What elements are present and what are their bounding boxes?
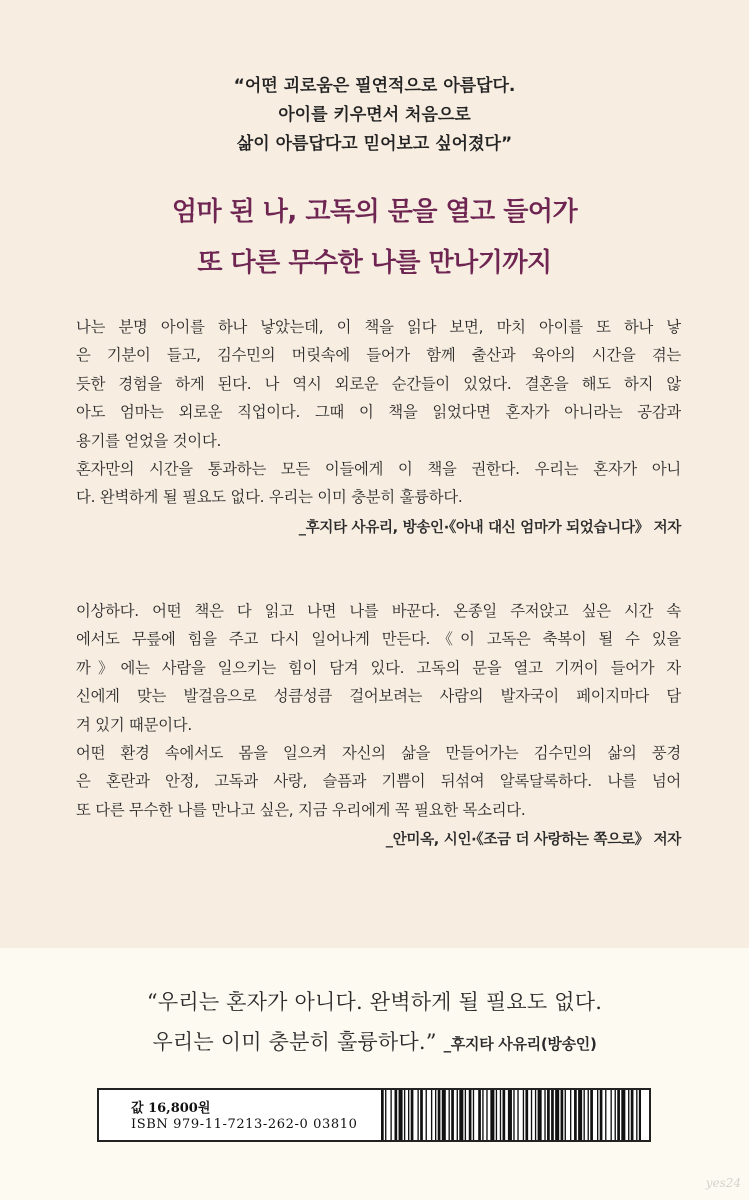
review-line: 은 혼란과 안정, 고독과 사랑, 슬픔과 기쁨이 뒤섞여 알록달록하다. 나를 넘어 xyxy=(76,772,681,791)
top-quote xyxy=(0,72,749,159)
headline-line: 또 다른 무수한 나를 만나기까지 xyxy=(197,248,552,278)
review-line: 이상하다. 어떤 책은 다 읽고 나면 나를 바꾼다. 온종일 주저앉고 싶은 시간 속 xyxy=(76,602,681,620)
review-line: 까》에는 사람을 일으키는 힘이 담겨 있다. 고독의 문을 열고 기꺼이 들어가 자 xyxy=(76,658,681,677)
review-line: 용기를 얻었을 것이다. xyxy=(76,431,222,450)
top-quote-line: 아이를 키우면서 처음으로 xyxy=(278,105,471,125)
review-2 xyxy=(76,597,681,855)
bottom-quote-line-2 xyxy=(0,1022,749,1064)
review-line: 듯한 경험을 하게 된다. 나 역시 외로운 순간들이 있었다. 결혼을 해도 하지 않 xyxy=(76,374,681,393)
review-1 xyxy=(76,313,681,542)
barcode-icon xyxy=(379,1090,641,1140)
price: 값 16,800원 xyxy=(131,1101,211,1116)
review-line: 은 기분이 들고, 김수민의 머릿속에 들어가 함께 출산과 육아의 시간을 겪는 xyxy=(76,346,681,365)
top-quote-line: 삶이 아름답다고 믿어보고 싶어졌다” xyxy=(236,134,513,154)
review-line: 신에게 맞는 발걸음으로 성큼성큼 걸어보려는 사람의 발자국이 페이지마다 담 xyxy=(76,687,681,706)
review-line: 또 다른 무수한 나를 만나고 싶은, 지금 우리에게 꼭 필요한 목소리다. xyxy=(76,800,526,819)
review-line: 나는 분명 아이를 하나 낳았는데, 이 책을 읽다 보면, 마치 아이를 또 하나 낳 xyxy=(76,318,681,336)
watermark: yes24 xyxy=(705,1176,741,1190)
headline-line: 엄마 된 나, 고독의 문을 열고 들어가 xyxy=(171,197,578,227)
isbn: ISBN 979-11-7213-262-0 03810 xyxy=(131,1117,358,1132)
review-line: 겨 있기 때문이다. xyxy=(76,715,193,734)
review-line: 혼자만의 시간을 통과하는 모든 이들에게 이 책을 권한다. 우리는 혼자가 아니 xyxy=(76,460,681,479)
barcode-box xyxy=(97,1088,651,1142)
bottom-quote-line: “우리는 혼자가 아니다. 완벽하게 될 필요도 없다. xyxy=(146,990,603,1014)
bottom-quote-source: _후지타 사유리(방송인) xyxy=(443,1035,597,1053)
review-line: 어떤 환경 속에서도 몸을 일으켜 자신의 삶을 만들어가는 김수민의 삶의 풍경 xyxy=(76,744,681,763)
review-line: 다. 완벽하게 될 필요도 없다. 우리는 이미 충분히 훌륭하다. xyxy=(76,488,463,507)
review-line: 아도 엄마는 외로운 직업이다. 그때 이 책을 읽었다면 혼자가 아니라는 공감과 xyxy=(76,403,681,422)
headline xyxy=(0,187,749,289)
bottom-quote xyxy=(0,982,749,1064)
review-line: 에서도 무릎에 힘을 주고 다시 일어나게 만든다.《이 고독은 축복이 될 수 있을 xyxy=(76,630,681,649)
review-attribution: _후지타 사유리, 방송인·《아내 대신 엄마가 되었습니다》 저자 xyxy=(298,519,681,536)
top-quote-line: “어떤 괴로움은 필연적으로 아름답다. xyxy=(233,76,516,96)
bottom-quote-text: 우리는 이미 충분히 훌륭하다.” xyxy=(152,1030,437,1054)
review-attribution: _안미옥, 시인·《조금 더 사랑하는 쪽으로》 저자 xyxy=(385,832,681,849)
